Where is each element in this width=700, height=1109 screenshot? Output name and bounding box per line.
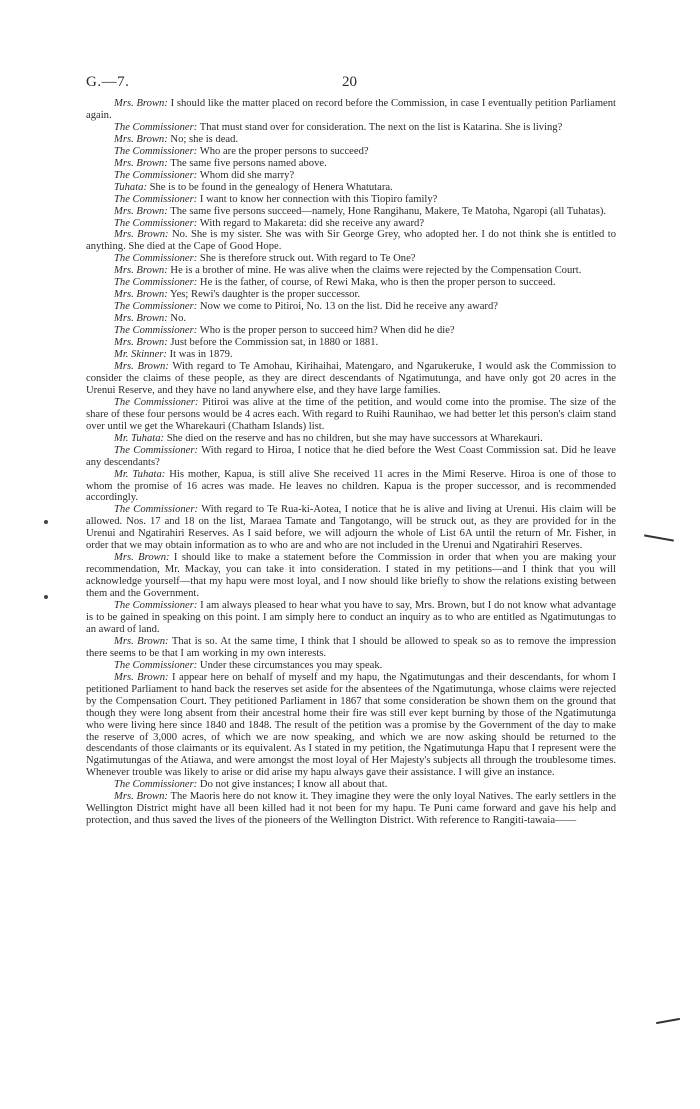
paragraph-text: No; she is dead. [167, 133, 239, 145]
paragraph-text: Now we come to Pitiroi, No. 13 on the list. Did he receive any award? [197, 301, 498, 313]
paragraph-text: With regard to Te Rua-ki-Aotea, I notice that he is alive and living at Urenui. His claim will be allowed. Nos. 17 and 18 on the list, Maraea Tamate and Tangotango, will be struck out, as they are provided for in the Urenui and Ngatirahiri Reserves. As I said before, we will adjourn the whole of List 6A until the return of Mr. Fisher, in order that we may obtain information as to who are and who are not included in the Urenui and Ngatirahiri Reserves. [86, 504, 616, 552]
speaker-name: The Commissioner: [114, 779, 198, 791]
paragraph-text: She is to be found in the genealogy of Henera Whatutara. [146, 181, 393, 193]
speaker-name: The Commissioner: [114, 301, 198, 313]
transcript-paragraph [86, 229, 616, 253]
speaker-name: The Commissioner: [114, 504, 199, 516]
transcript-paragraph [86, 277, 616, 289]
transcript-paragraph [86, 636, 616, 660]
transcript-paragraph [86, 469, 616, 505]
speaker-name: The Commissioner: [114, 600, 198, 612]
page-number: 20 [342, 74, 357, 90]
paragraph-text: The same five persons succeed—namely, Hone Rangihanu, Makere, Te Matoha, Ngaropi (all Tuhatas). [167, 205, 607, 217]
transcript-paragraph [86, 397, 616, 433]
paragraph-text: I am always pleased to hear what you have to say, Mrs. Brown, but I do not know what advantage is to be gained in speaking on this point. I am simply here to conduct an inquiry as to who are entitled as Ngatimutungas to an award of land. [86, 600, 617, 635]
speaker-name: Mrs. Brown: [114, 205, 168, 217]
speaker-name: The Commissioner: [114, 325, 198, 337]
paragraph-text: Pitiroi was alive at the time of the petition, and would come into the promise. The size of the share of these four persons would be 4 acres each. With regard to Ruihi Raunihao, we had better let this person's claim stand over until we get the Wharekauri (Chatham Islands) list. [86, 396, 617, 432]
speaker-name: Mr. Tuhata: [114, 432, 165, 444]
transcript-body [86, 98, 616, 827]
speaker-name: Mrs. Brown: [114, 337, 168, 349]
speaker-name: Mrs. Brown: [114, 552, 170, 564]
transcript-paragraph [86, 445, 616, 469]
margin-mark [656, 1018, 680, 1024]
transcript-paragraph [86, 98, 616, 122]
paragraph-text: That must stand over for consideration. The next on the list is Katarina. She is living? [197, 121, 563, 133]
speaker-name: Mrs. Brown: [114, 229, 169, 241]
speaker-name: The Commissioner: [114, 277, 198, 289]
speaker-name: Mr. Skinner: [114, 349, 167, 361]
paragraph-text: With regard to Hiroa, I notice that he died before the West Coast Commission sat. Did he leave any descendants? [86, 444, 616, 468]
paragraph-text: His mother, Kapua, is still alive She received 11 acres in the Mimi Reserve. Hiroa is one of those to whom the promise of 16 acres was made. He leaves no children. Kapua is the proper successor, and is recommended accordingly. [86, 468, 616, 504]
transcript-paragraph [86, 337, 616, 349]
transcript-paragraph [86, 122, 616, 134]
transcript-paragraph [86, 672, 616, 780]
paragraph-text: He is the father, of course, of Rewi Maka, who is then the proper person to succeed. [197, 277, 556, 289]
speaker-name: Mrs. Brown: [114, 265, 168, 277]
paragraph-text: No. She is my sister. She was with Sir George Grey, who adopted her. I do not think she is entitled to anything. She died at the Cape of Good Hope. [86, 229, 616, 253]
speaker-name: The Commissioner: [114, 121, 198, 133]
speaker-name: Mrs. Brown: [114, 791, 168, 803]
speaker-name: The Commissioner: [114, 659, 198, 671]
transcript-paragraph [86, 600, 616, 636]
speaker-name: The Commissioner: [114, 396, 199, 408]
speaker-name: Mrs. Brown: [114, 157, 168, 169]
paragraph-text: I appear here on behalf of myself and my hapu, the Ngatimutungas and their descendants, for whom I petitioned Parliament to hand back the reserves set aside for the absentees of the Ngatimutunga, whose claims were rejected by the Compensation Court. They petitioned Parliament in 1867 that some consideration be shown them on the ground that though they were long absent from their ancestral home their fire was still ever kept burning by those of the Ngatimutunga who were living here since 1840 and 1848. The result of the petition was a promise by the Government of the day to make the reserve of 3,000 acres, of which we are now speaking, and which we are now asking should be returned to the descendants of those claimants or its equivalent. As I stated in my petition, the Ngatimutunga Hapu that I represent were the Ngatimutungas of the Atiawa, and were amongst the most loyal of Her Majesty's subjects all through the troublesome times. Whenever trouble was likely to arise or did arise my hapu always gave their assistance. I will give an instance. [86, 671, 616, 779]
paragraph-text: Under these circumstances you may speak. [197, 659, 383, 671]
transcript-paragraph [86, 433, 616, 445]
speaker-name: The Commissioner: [114, 253, 198, 265]
paragraph-text: Yes; Rewi's daughter is the proper successor. [167, 289, 361, 301]
transcript-paragraph [86, 134, 616, 146]
transcript-paragraph [86, 182, 616, 194]
paragraph-text: Who is the proper person to succeed him? When did he die? [197, 325, 455, 337]
speaker-name: Mrs. Brown: [114, 671, 169, 683]
paragraph-text: No. [167, 313, 187, 325]
paragraph-text: He is a brother of mine. He was alive when the claims were rejected by the Compensation Court. [167, 265, 582, 277]
transcript-paragraph [86, 289, 616, 301]
document-page [86, 74, 616, 827]
document-reference: G.—7. [86, 74, 130, 90]
transcript-paragraph [86, 552, 616, 600]
margin-dot [44, 595, 48, 599]
transcript-paragraph [86, 779, 616, 791]
transcript-paragraph [86, 218, 616, 230]
transcript-paragraph [86, 349, 616, 361]
transcript-paragraph [86, 158, 616, 170]
speaker-name: The Commissioner: [114, 193, 198, 205]
transcript-paragraph [86, 313, 616, 325]
transcript-paragraph [86, 325, 616, 337]
speaker-name: Mrs. Brown: [114, 360, 169, 372]
transcript-paragraph [86, 206, 616, 218]
speaker-name: Mrs. Brown: [114, 133, 168, 145]
transcript-paragraph [86, 504, 616, 552]
speaker-name: Tuhata: [114, 181, 147, 193]
paragraph-text: Who are the proper persons to succeed? [197, 145, 369, 157]
speaker-name: The Commissioner: [114, 145, 198, 157]
paragraph-text: With regard to Te Amohau, Kirihaihai, Matengaro, and Ngarukeruke, I would ask the Commission to consider the claims of these people, as they are direct descendants of Ngatimutunga, and have only got 20 acres in the Urenui Reserve, and they have no land anywhere else, and they have large families. [86, 360, 616, 396]
transcript-paragraph [86, 660, 616, 672]
transcript-paragraph [86, 194, 616, 206]
paragraph-text: I should like to make a statement before the Commission in order that when you are making your recommendation, Mr. Mackay, you can take it into consideration. I stated in my petitions—and I think that you will acknowledge yourself—that my hapu were most loyal, and I now should like briefly to show the relations existing between them and the Government. [86, 552, 616, 600]
speaker-name: The Commissioner: [114, 444, 199, 456]
paragraph-text: With regard to Makareta: did she receive any award? [197, 217, 425, 229]
speaker-name: Mrs. Brown: [114, 313, 168, 325]
speaker-name: Mrs. Brown: [114, 98, 168, 109]
transcript-paragraph [86, 361, 616, 397]
page-header [86, 74, 616, 98]
transcript-paragraph [86, 146, 616, 158]
transcript-paragraph [86, 301, 616, 313]
speaker-name: The Commissioner: [114, 217, 198, 229]
speaker-name: Mrs. Brown: [114, 635, 169, 647]
margin-mark [644, 534, 674, 541]
paragraph-text: She is therefore struck out. With regard to Te One? [197, 253, 416, 265]
paragraph-text: The same five persons named above. [167, 157, 327, 169]
speaker-name: The Commissioner: [114, 169, 198, 181]
transcript-paragraph [86, 265, 616, 277]
paragraph-text: I want to know her connection with this Tiopiro family? [197, 193, 438, 205]
margin-dot [44, 520, 48, 524]
paragraph-text: She died on the reserve and has no children, but she may have successors at Wharekauri. [164, 432, 543, 444]
paragraph-text: Do not give instances; I know all about that. [197, 779, 388, 791]
speaker-name: Mrs. Brown: [114, 289, 168, 301]
speaker-name: Mr. Tuhata: [114, 468, 166, 480]
transcript-paragraph [86, 791, 616, 827]
transcript-paragraph [86, 170, 616, 182]
paragraph-text: It was in 1879. [166, 349, 233, 361]
paragraph-text: That is so. At the same time, I think that I should be allowed to speak so as to remove the impression there seems to be that I am working in my own interests. [86, 635, 616, 659]
paragraph-text: I should like the matter placed on record before the Commission, in case I eventually petition Parliament again. [86, 98, 616, 121]
paragraph-text: Whom did she marry? [197, 169, 295, 181]
paragraph-text: Just before the Commission sat, in 1880 or 1881. [167, 337, 379, 349]
paragraph-text: The Maoris here do not know it. They imagine they were the only loyal Natives. The early settlers in the Wellington District might have all been killed had it not been for my hapu. Te Puni came forward and gave his help and protection, and thus saved the lives of the pioneers of the Wellington District. With reference to Rangiti-tawaia—— [86, 791, 616, 827]
transcript-paragraph [86, 253, 616, 265]
